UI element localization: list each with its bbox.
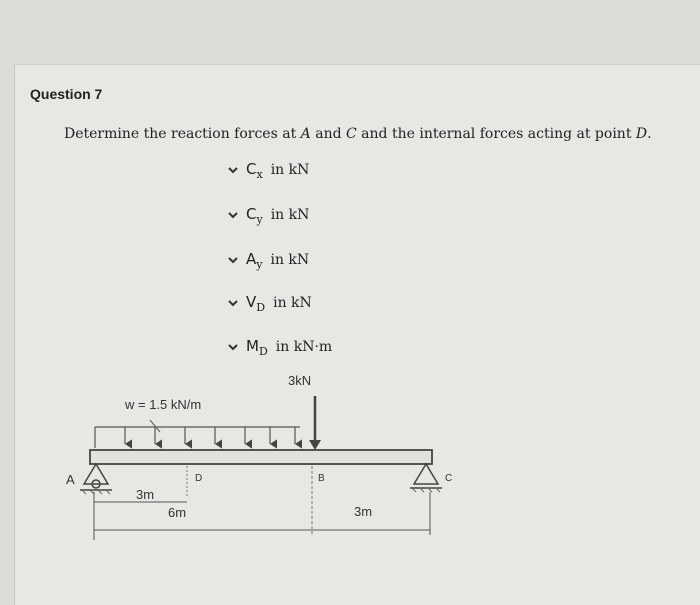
dimension-ab: 6m — [168, 505, 187, 520]
pin-support-a — [80, 464, 112, 494]
point-load-label: 3kN — [288, 373, 312, 388]
dimension-ad: 3m — [136, 487, 155, 502]
dropdown-cy[interactable]: $C_y$ in kN — [228, 205, 309, 223]
point-label-b: B — [318, 473, 325, 484]
question-prompt: Determine the reaction forces at A and C and the internal forces acting at point D. — [64, 126, 652, 142]
question-title: Question 7 — [30, 86, 103, 102]
distributed-load-label: w = 1.5 kN/m — [125, 397, 202, 412]
point-label-a: A — [66, 472, 75, 487]
pin-support-c — [410, 464, 442, 492]
dropdown-md[interactable]: $M_D$ in kN·m — [228, 337, 332, 355]
dropdown-vd[interactable]: $V_D$ in kN — [228, 293, 312, 311]
dimension-bc: 3m — [354, 504, 373, 519]
point-label-d: D — [195, 473, 203, 484]
dropdown-ay[interactable]: $A_y$ in kN — [228, 250, 309, 268]
beam — [90, 450, 432, 464]
point-label-c: C — [445, 473, 453, 484]
dropdown-cx[interactable]: $C_x$ in kN — [228, 160, 309, 178]
point-load-arrow — [309, 396, 321, 450]
distributed-load — [95, 420, 300, 448]
